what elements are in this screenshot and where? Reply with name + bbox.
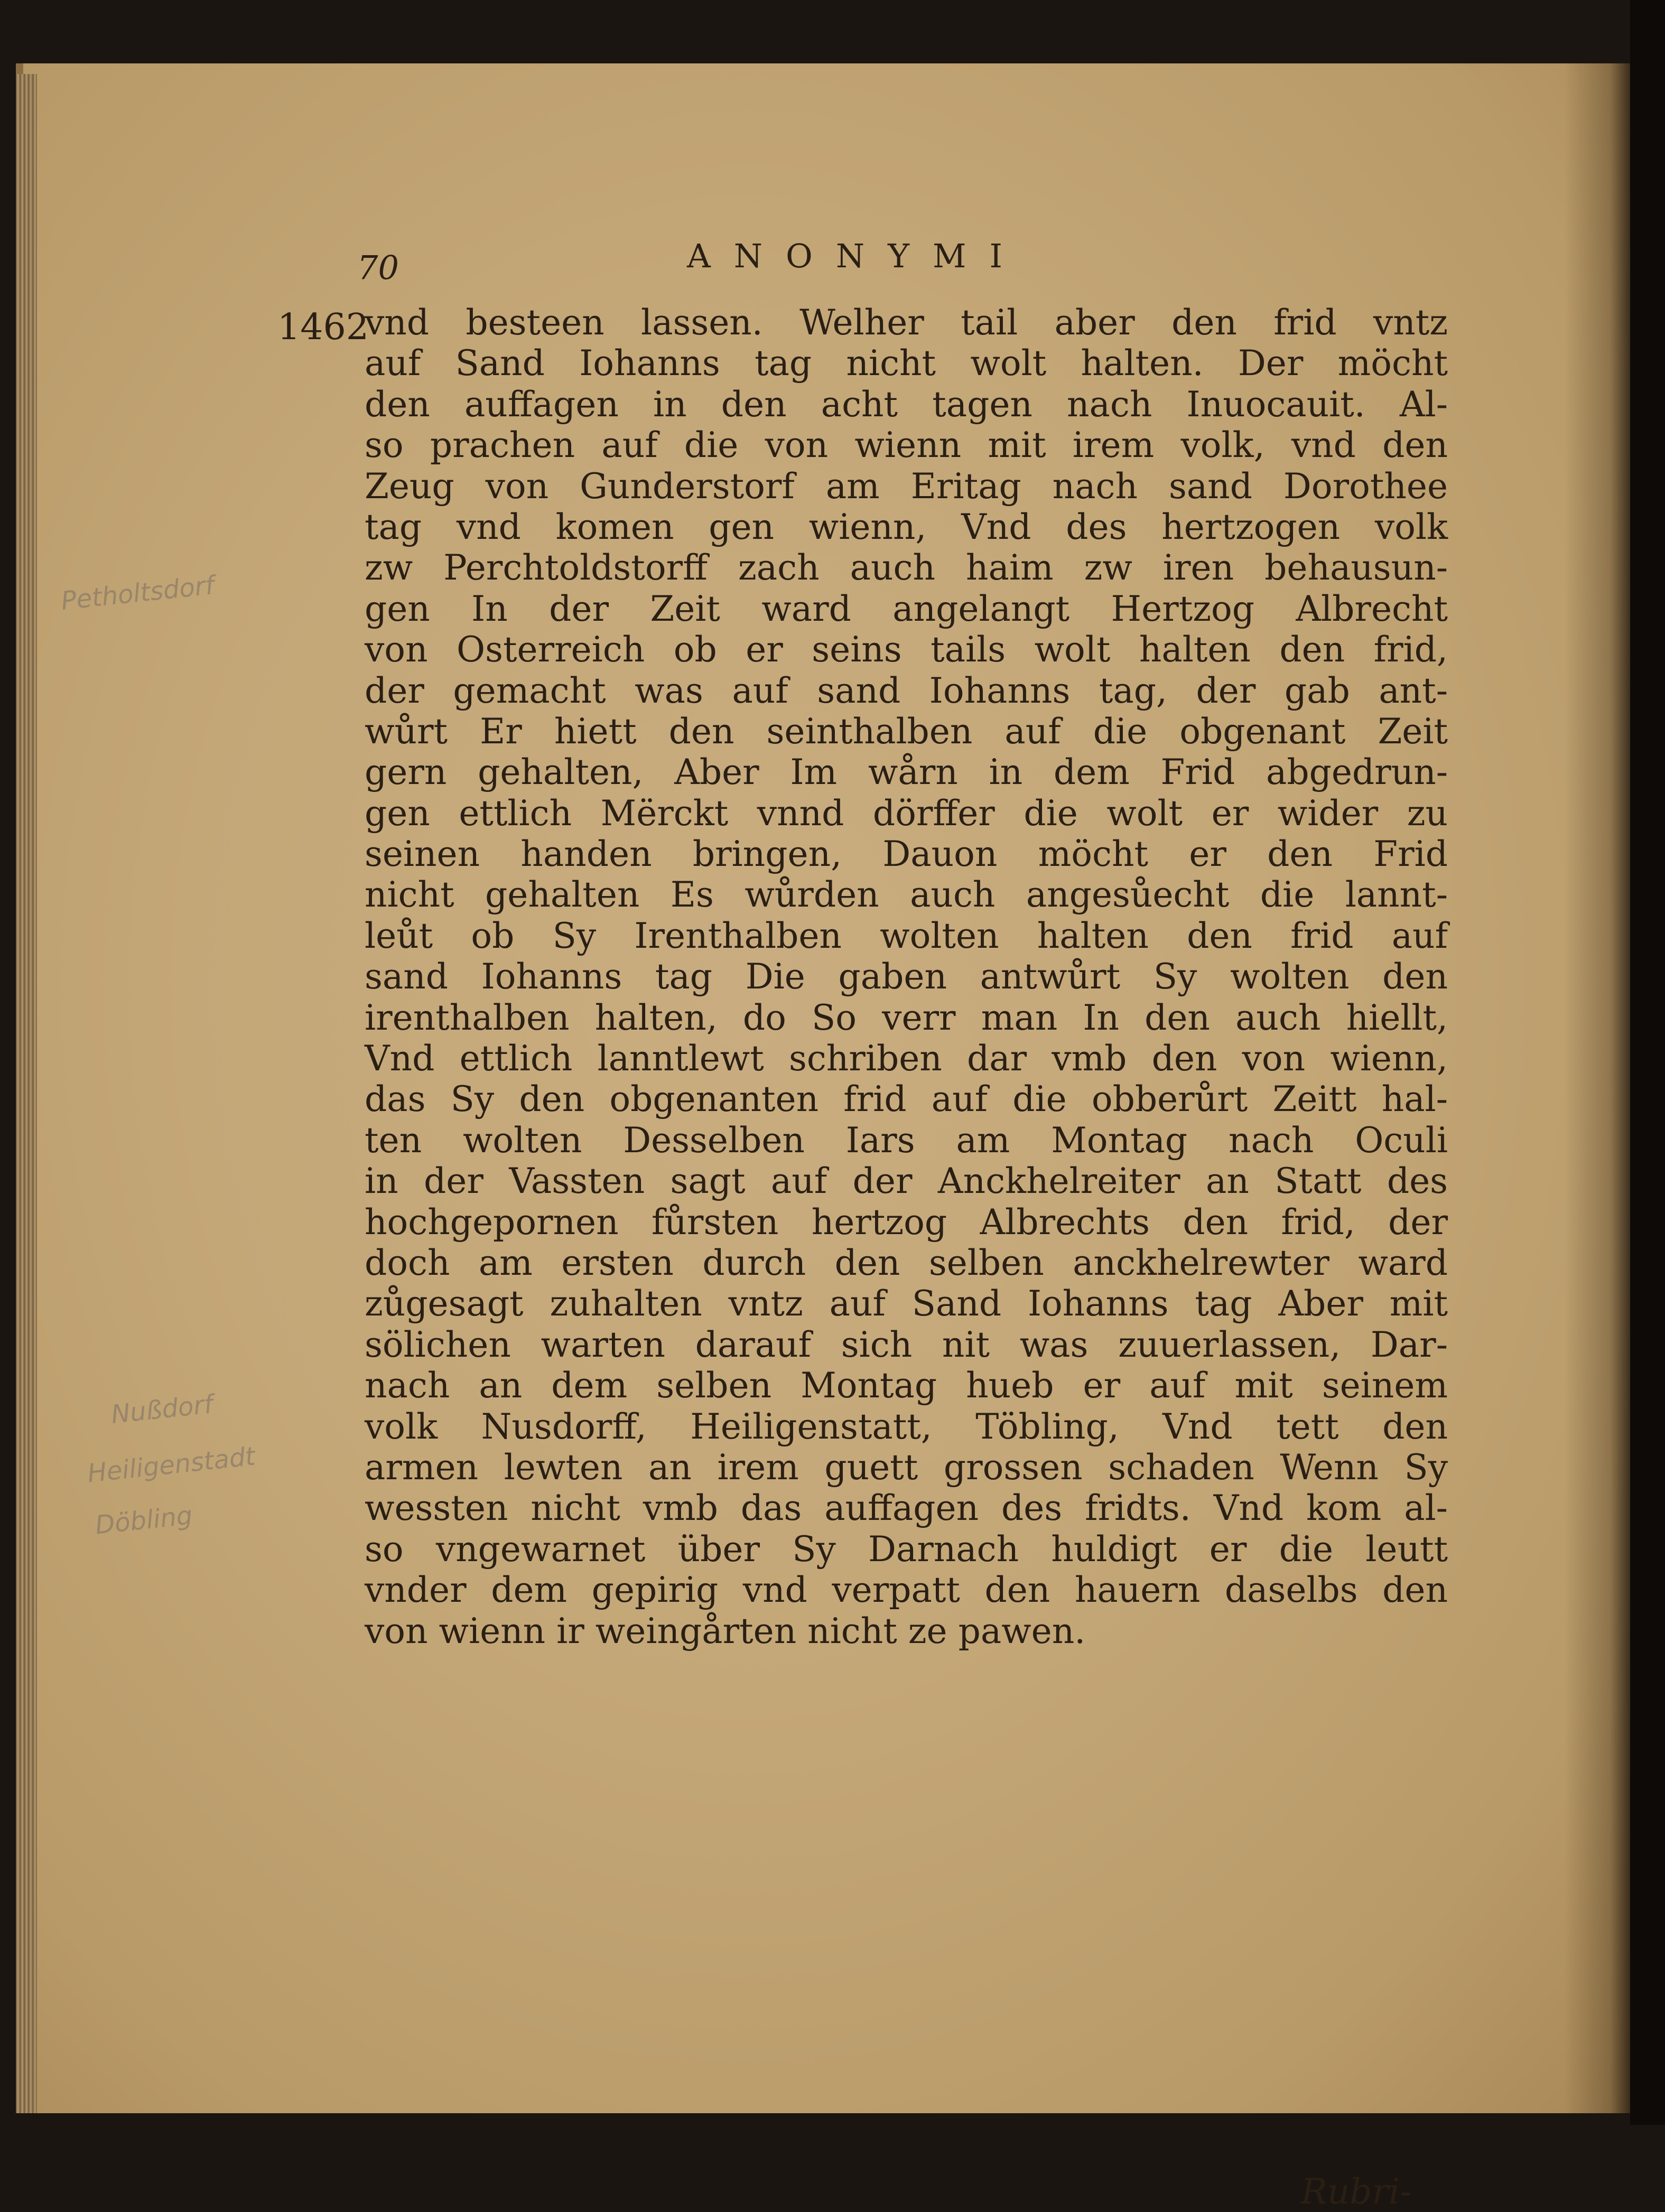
text-line: so prachen auf die von wienn mit irem volk, vnd den [365, 425, 1448, 466]
text-line: in der Vassten sagt auf der Anckhelreiter an Statt des [365, 1161, 1448, 1202]
running-head: ANONYMI [687, 237, 1026, 275]
text-line: zw Perchtoldstorff zach auch haim zw iren behausun- [365, 547, 1448, 589]
text-line: gen ettlich Mërckt vnnd dörffer die wolt er wider zu [365, 792, 1448, 834]
margin-year: 1462 [277, 306, 369, 348]
text-line: sand Iohanns tag Die gaben antwůrt Sy wolten den [365, 956, 1448, 997]
catchword: Rubri- [1301, 2171, 1412, 2212]
text-line: wessten nicht vmb das auffagen des fridts. Vnd kom al- [365, 1488, 1448, 1529]
pencil-annotation: Petholtsdorf [59, 570, 216, 617]
text-line: gen In der Zeit ward angelangt Hertzog Albrecht [365, 588, 1448, 629]
text-line: vnder dem gepirig vnd verpatt den hauern daselbs den [365, 1570, 1448, 1611]
text-line: so vngewarnet über Sy Darnach huldigt er die leutt [365, 1528, 1448, 1570]
text-line: Vnd ettlich lanntlewt schriben dar vmb den von wienn, [365, 1038, 1448, 1079]
text-line: irenthalben halten, do So verr man In den auch hiellt, [365, 997, 1448, 1038]
text-line: wůrt Er hiett den seinthalben auf die obgenant Zeit [365, 711, 1448, 752]
text-line: zůgesagt zuhalten vntz auf Sand Iohanns tag Aber mit [365, 1283, 1448, 1324]
pencil-annotation: Döbling [94, 1500, 194, 1541]
page-edges [16, 74, 37, 2113]
text-line: volk Nusdorff, Heiligenstatt, Töbling, Vnd tett den [365, 1406, 1448, 1447]
text-line: tag vnd komen gen wienn, Vnd des hertzogen volk [365, 506, 1448, 547]
text-line: der gemacht was auf sand Iohanns tag, der gab ant- [365, 670, 1448, 711]
text-line: sölichen warten darauf sich nit was zuuerlassen, Dar- [365, 1324, 1448, 1365]
pencil-annotation: Heiligenstadt [86, 1441, 257, 1489]
text-line: seinen handen bringen, Dauon möcht er den Frid [365, 834, 1448, 875]
text-line: leůt ob Sy Irenthalben wolten halten den frid auf [365, 915, 1448, 956]
text-line: auf Sand Iohanns tag nicht wolt halten. Der möcht [365, 343, 1448, 384]
text-line: ten wolten Desselben Iars am Montag nach Oculi [365, 1119, 1448, 1161]
text-line: doch am ersten durch den selben anckhelrewter ward [365, 1242, 1448, 1283]
page-number: 70 [357, 248, 399, 287]
binding-gutter [1630, 0, 1665, 2125]
spine-shadow [1564, 63, 1630, 2113]
text-line: gern gehalten, Aber Im wårn in dem Frid abgedrun- [365, 752, 1448, 793]
text-line: das Sy den obgenanten frid auf die obberůrt Zeitt hal- [365, 1079, 1448, 1120]
body-text [365, 302, 1448, 1651]
text-line: hochgepornen fůrsten hertzog Albrechts den frid, der [365, 1201, 1448, 1243]
text-line: nicht gehalten Es wůrden auch angesůecht die lannt- [365, 874, 1448, 916]
text-line: nach an dem selben Montag hueb er auf mit seinem [365, 1365, 1448, 1406]
text-line: von Osterreich ob er seins tails wolt halten den frid, [365, 629, 1448, 670]
text-line: armen lewten an irem guett grossen schaden Wenn Sy [365, 1446, 1448, 1488]
text-line: vnd besteen lassen. Welher tail aber den frid vntz [365, 302, 1448, 343]
text-line: den auffagen in den acht tagen nach Inuocauit. Al- [365, 384, 1448, 425]
pencil-annotation: Nußdorf [109, 1389, 215, 1430]
text-line: von wienn ir weingårten nicht ze pawen. [365, 1610, 1086, 1651]
text-line: Zeug von Gunderstorf am Eritag nach sand Dorothee [365, 465, 1448, 507]
